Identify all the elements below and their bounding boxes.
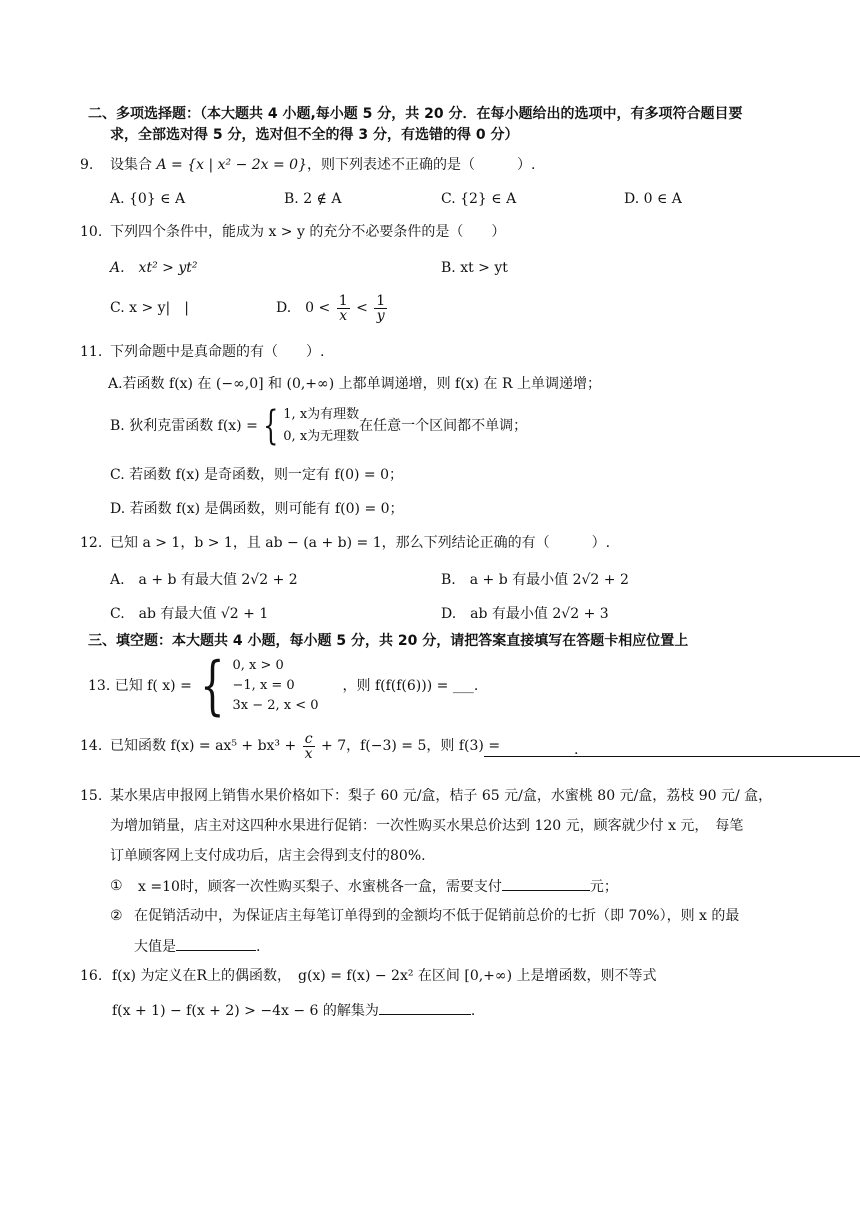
q15-line1: 某水果店申报网上销售水果价格如下：梨子 60 元/盒，桔子 65 元/盒，水蜜桃 80 元/盒，荔枝 90 元/ 盒，: [110, 788, 773, 804]
q15-sub2-cont: [134, 936, 260, 957]
section-fill-title: 三、填空题：本大题共 4 小题，每小题 5 分，共 20 分，请把答案直接填写在答题卡相应位置上: [88, 633, 689, 649]
q15-sub2b-text: 大值是: [134, 939, 176, 955]
q10-option-c: C. x > y| |: [110, 300, 189, 316]
q15-sub1: [138, 876, 618, 897]
q9-stem: [110, 155, 535, 175]
case-positive: 0, x > 0: [232, 658, 284, 673]
q12-option-a: A. a + b 有最大值 2√2 + 2: [110, 572, 298, 588]
q11-number: 11.: [80, 344, 103, 360]
q15-sub1-number: ①: [110, 878, 123, 894]
q11-option-b-pre: B. 狄利克雷函数 f(x) =: [110, 418, 258, 434]
q14-stem: [110, 728, 500, 764]
left-brace: {: [199, 649, 225, 723]
q11-option-d: D. 若函数 f(x) 是偶函数，则可能有 f(0) = 0；: [110, 501, 404, 517]
q14-pre: 已知函数 f(x) = ax⁵ + bx³ +: [110, 738, 297, 754]
q11-option-c: C. 若函数 f(x) 是奇函数，则一定有 f(0) = 0；: [110, 467, 404, 483]
q16-line1: f(x) 为定义在R上的偶函数， g(x) = f(x) − 2x² 在区间 [0,+∞) 上是增函数，则不等式: [112, 968, 657, 984]
section-multi-title: 二、多项选择题：（本大题共 4 小题,每小题 5 分，共 20 分．在每小题给出的选项中，有多项符合题目要: [88, 106, 743, 122]
q14-answer-blank[interactable]: [484, 756, 860, 757]
q10-number: 10.: [80, 224, 103, 240]
q13-pre: 13. 已知 f( x) =: [88, 678, 192, 694]
case-negative: 3x − 2, x < 0: [232, 698, 319, 713]
left-brace: {: [262, 403, 279, 449]
q16-end: .: [470, 1003, 476, 1019]
q13-post: ，则 f(f(f(6))) = ___.: [342, 678, 479, 694]
q11-option-b-post: 在任意一个区间都不单调；: [359, 418, 528, 434]
frac-numerator: 1: [338, 292, 348, 309]
q10-option-a: A. xt² > yt²: [110, 260, 198, 276]
q9-option-d: D. 0 ∈ A: [624, 191, 682, 207]
q11-stem: 下列命题中是真命题的有（ ）.: [110, 344, 325, 360]
q16-line2: [112, 1000, 475, 1021]
q9-option-c: C. {2} ∈ A: [441, 191, 517, 207]
q9-option-b: B. 2 ∉ A: [284, 191, 342, 207]
q12-stem: 已知 a > 1，b > 1，且 ab − (a + b) = 1，那么下列结论正确的有（ ）.: [110, 535, 611, 551]
case-irrational: 0, x为无理数: [283, 429, 360, 444]
q10-less-than: <: [356, 300, 368, 316]
frac-denominator: x: [304, 745, 313, 762]
frac-denominator: x: [339, 307, 348, 324]
frac-numerator: c: [303, 732, 315, 747]
q12-option-d: D. ab 有最小值 2√2 + 3: [441, 606, 609, 622]
q15-sub2b-end: .: [256, 939, 261, 955]
q10-option-b: B. xt > yt: [441, 260, 508, 276]
q12-option-c: C. ab 有最大值 √2 + 1: [110, 606, 269, 622]
q15-number: 15.: [80, 788, 103, 804]
q10-option-d: [276, 288, 389, 328]
q12-number: 12.: [80, 535, 103, 551]
q9-stem-b: ，则下列表述不正确的是（ ）.: [307, 157, 536, 173]
q11-option-b: [110, 404, 527, 448]
q14-post: + 7，f(−3) = 5，则 f(3) =: [321, 738, 501, 754]
q15-sub2-number: ②: [110, 908, 123, 924]
q15-sub1-blank[interactable]: [502, 876, 590, 891]
q10-fraction-1-over-y: [374, 294, 387, 323]
q12-option-b: B. a + b 有最小值 2√2 + 2: [441, 572, 629, 588]
q11-option-a: A.若函数 f(x) 在 (−∞,0] 和 (0,+∞) 上都单调递增，则 f(x) 在 R 上单调递增；: [108, 376, 601, 392]
frac-denominator: y: [376, 307, 385, 324]
q11-dirichlet-cases: [283, 404, 359, 448]
q13-piecewise-cases: [233, 656, 343, 716]
q9-option-a: A. {0} ∈ A: [110, 191, 186, 207]
q15-sub2: 在促销活动中，为保证店主每笔订单得到的金额均不低于促销前总价的七折（即 70%），则 x 的最: [134, 908, 740, 924]
case-zero: −1, x = 0: [232, 678, 295, 693]
q16-answer-blank[interactable]: [379, 1000, 471, 1015]
case-rational: 1, x为有理数: [283, 407, 360, 422]
q10-fraction-1-over-x: [337, 294, 350, 323]
q15-line2: 为增加销量，店主对这四种水果进行促销：一次性购买水果总价达到 120 元，顾客就少付 x 元， 每笔: [110, 818, 744, 834]
section-multi-title-cont: 求，全部选对得 5 分，选对但不全的得 3 分，有选错的得 0 分）: [110, 127, 519, 143]
q15-sub1-end: 元；: [589, 879, 618, 895]
q15-line3: 订单顾客网上支付成功后，店主会得到支付的80%.: [110, 848, 426, 864]
q10-option-d-label: D. 0 <: [276, 300, 331, 316]
q9-number: 9.: [80, 157, 94, 173]
frac-numerator: 1: [376, 292, 386, 309]
q10-stem: 下列四个条件中，能成为 x > y 的充分不必要条件的是（ ）: [110, 224, 506, 240]
q16-line2-text: f(x + 1) − f(x + 2) > −4x − 6 的解集为: [112, 1003, 379, 1019]
q13: [88, 648, 478, 724]
q14-fraction-c-over-x: [303, 732, 315, 761]
q14-number: 14.: [80, 738, 103, 754]
q15-sub2-blank[interactable]: [176, 936, 256, 951]
q14-end: .: [574, 742, 579, 758]
q15-sub1-text: x =10时，顾客一次性购买梨子、水蜜桃各一盒，需要支付: [138, 879, 502, 895]
q9-stem-a: 设集合: [110, 157, 152, 173]
q16-number: 16.: [80, 968, 103, 984]
q9-set: A = {x | x² − 2x = 0}: [156, 157, 308, 173]
